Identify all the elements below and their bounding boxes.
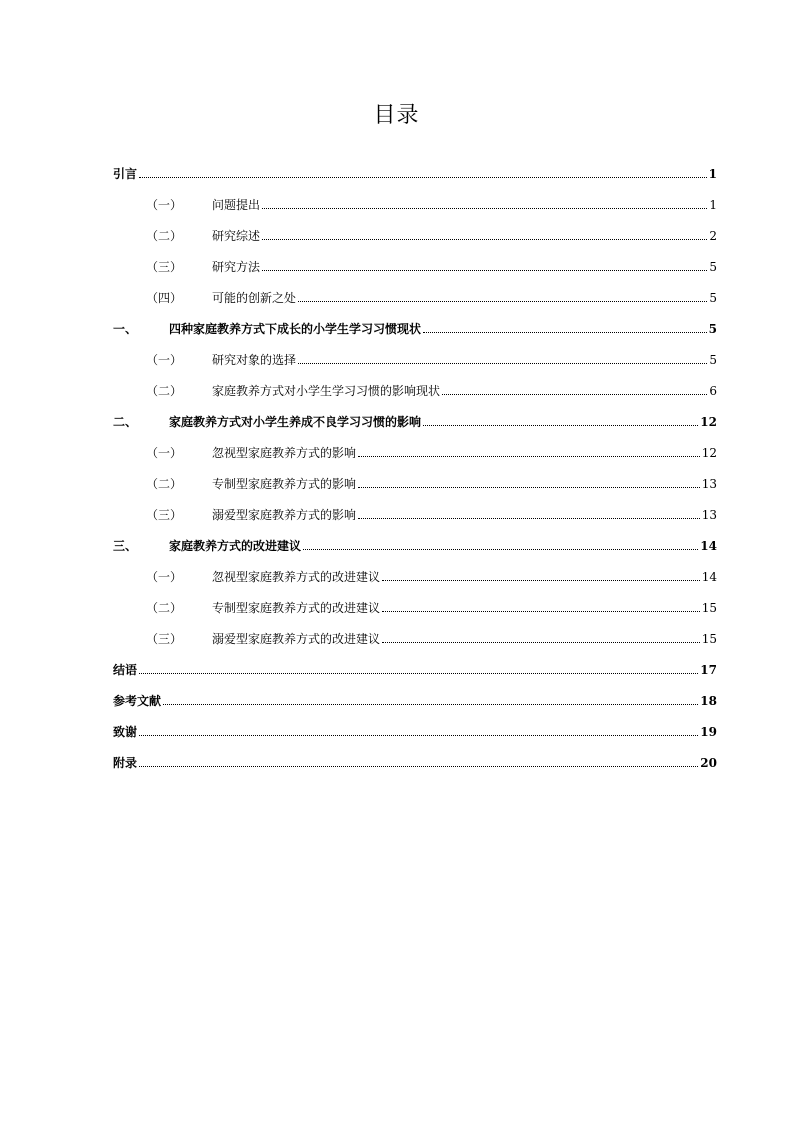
toc-entry-title: 致谢 <box>113 725 138 739</box>
toc-entry-page-number: 5 <box>709 290 717 305</box>
toc-entry-number: （三） <box>146 632 183 646</box>
toc-entry-chapter[interactable] <box>113 158 717 189</box>
toc-entry-section[interactable] <box>113 220 717 251</box>
toc-entry-section[interactable] <box>113 344 717 375</box>
toc-entry-section[interactable] <box>113 375 717 406</box>
toc-entry-chapter[interactable] <box>113 406 717 437</box>
dot-leader <box>163 695 698 705</box>
toc-entry-number: （三） <box>146 260 183 274</box>
table-of-contents <box>113 158 717 778</box>
dot-leader <box>298 354 707 364</box>
page-title: 目录 <box>373 103 420 128</box>
toc-entry-title: 四种家庭教养方式下成长的小学生学习习惯现状 <box>169 322 422 336</box>
toc-entry-number: 一、 <box>113 322 138 336</box>
dot-leader <box>262 261 707 271</box>
toc-entry-page-number: 1 <box>709 197 717 212</box>
toc-entry-chapter[interactable] <box>113 716 717 747</box>
dot-leader <box>139 168 707 178</box>
toc-entry-page-number: 15 <box>701 600 717 615</box>
toc-entry-title: 家庭教养方式对小学生养成不良学习习惯的影响 <box>169 415 422 429</box>
toc-entry-chapter[interactable] <box>113 530 717 561</box>
toc-entry-page-number: 13 <box>701 507 717 522</box>
toc-entry-section[interactable] <box>113 282 717 313</box>
toc-entry-number: 二、 <box>113 415 138 429</box>
toc-entry-page-number: 18 <box>700 693 717 708</box>
toc-entry-number: 三、 <box>113 539 138 553</box>
dot-leader <box>382 602 700 612</box>
dot-leader <box>262 230 707 240</box>
dot-leader <box>382 571 700 581</box>
toc-entry-number: （四） <box>146 291 183 305</box>
toc-entry-page-number: 17 <box>700 662 717 677</box>
toc-entry-page-number: 6 <box>709 383 717 398</box>
toc-entry-page-number: 14 <box>701 569 717 584</box>
dot-leader <box>358 509 700 519</box>
dot-leader <box>382 633 700 643</box>
toc-entry-chapter[interactable] <box>113 747 717 778</box>
toc-entry-number: （一） <box>146 570 183 584</box>
dot-leader <box>303 540 698 550</box>
toc-entry-title: 忽视型家庭教养方式的改进建议 <box>212 570 381 584</box>
toc-entry-title: 家庭教养方式对小学生学习习惯的影响现状 <box>212 384 441 398</box>
dot-leader <box>358 478 700 488</box>
toc-entry-title: 家庭教养方式的改进建议 <box>169 539 302 553</box>
toc-entry-number: （一） <box>146 446 183 460</box>
toc-entry-page-number: 2 <box>709 228 717 243</box>
toc-entry-section[interactable] <box>113 437 717 468</box>
toc-entry-chapter[interactable] <box>113 685 717 716</box>
toc-entry-section[interactable] <box>113 592 717 623</box>
toc-entry-title: 溺爱型家庭教养方式的改进建议 <box>212 632 381 646</box>
dot-leader <box>423 323 707 333</box>
dot-leader <box>139 726 698 736</box>
toc-entry-page-number: 20 <box>700 755 717 770</box>
toc-entry-title: 溺爱型家庭教养方式的影响 <box>212 508 357 522</box>
toc-entry-title: 结语 <box>113 663 138 677</box>
toc-entry-title: 可能的创新之处 <box>212 291 297 305</box>
toc-entry-page-number: 1 <box>708 166 717 181</box>
toc-entry-title: 专制型家庭教养方式的影响 <box>212 477 357 491</box>
toc-entry-number: （二） <box>146 477 183 491</box>
toc-entry-page-number: 19 <box>700 724 717 739</box>
toc-entry-page-number: 12 <box>701 445 717 460</box>
toc-entry-section[interactable] <box>113 561 717 592</box>
toc-entry-section[interactable] <box>113 251 717 282</box>
toc-entry-number: （二） <box>146 229 183 243</box>
dot-leader <box>139 757 698 767</box>
dot-leader <box>358 447 700 457</box>
toc-entry-title: 附录 <box>113 756 138 770</box>
toc-entry-page-number: 14 <box>700 538 717 553</box>
toc-entry-chapter[interactable] <box>113 654 717 685</box>
toc-entry-number: （二） <box>146 601 183 615</box>
dot-leader <box>442 385 707 395</box>
toc-entry-title: 研究对象的选择 <box>212 353 297 367</box>
toc-entry-title: 专制型家庭教养方式的改进建议 <box>212 601 381 615</box>
toc-entry-title: 研究综述 <box>212 229 261 243</box>
dot-leader <box>423 416 698 426</box>
dot-leader <box>298 292 707 302</box>
toc-entry-chapter[interactable] <box>113 313 717 344</box>
toc-entry-page-number: 5 <box>708 321 717 336</box>
toc-entry-page-number: 5 <box>709 259 717 274</box>
toc-entry-page-number: 12 <box>700 414 717 429</box>
toc-entry-number: （一） <box>146 353 183 367</box>
toc-entry-section[interactable] <box>113 499 717 530</box>
toc-entry-section[interactable] <box>113 468 717 499</box>
toc-entry-title: 引言 <box>113 167 138 181</box>
toc-entry-number: （一） <box>146 198 183 212</box>
dot-leader <box>262 199 707 209</box>
toc-entry-title: 忽视型家庭教养方式的影响 <box>212 446 357 460</box>
toc-entry-section[interactable] <box>113 189 717 220</box>
toc-entry-page-number: 15 <box>701 631 717 646</box>
toc-entry-number: （三） <box>146 508 183 522</box>
toc-entry-title: 问题提出 <box>212 198 261 212</box>
toc-entry-title: 参考文献 <box>113 694 162 708</box>
toc-entry-page-number: 13 <box>701 476 717 491</box>
toc-entry-title: 研究方法 <box>212 260 261 274</box>
toc-entry-number: （二） <box>146 384 183 398</box>
toc-entry-page-number: 5 <box>709 352 717 367</box>
toc-entry-section[interactable] <box>113 623 717 654</box>
dot-leader <box>139 664 698 674</box>
